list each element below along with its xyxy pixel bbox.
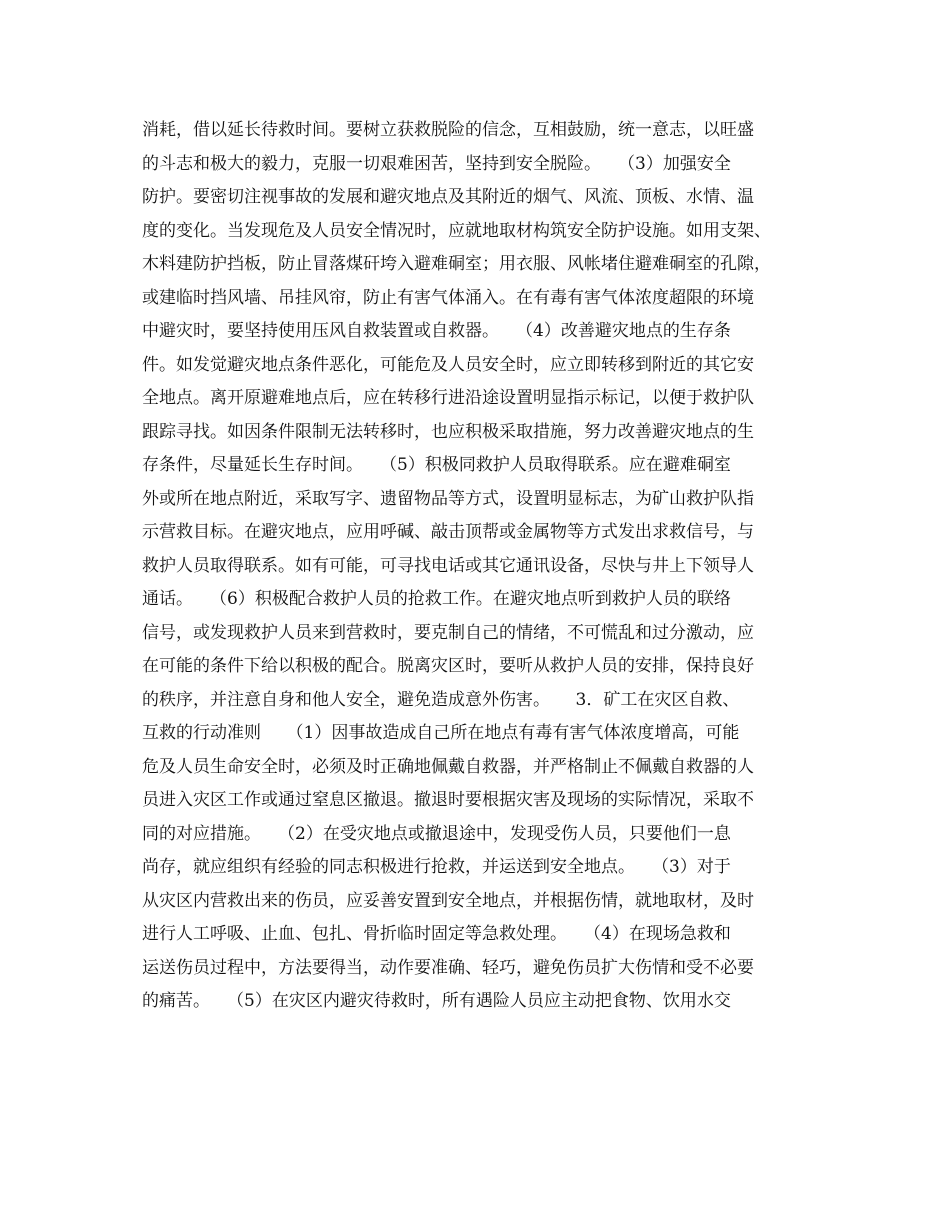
text-line: 在可能的条件下给以积极的配合。脱离灾区时，要听从救护人员的安排，保持良好	[142, 656, 754, 676]
text-line: 危及人员生命安全时，必须及时正确地佩戴自救器，并严格制止不佩戴自救器的人	[142, 756, 754, 777]
text-line: 示营救目标。在避灾地点，应用呼碱、敲击顶帮或金属物等方式发出求救信号，与	[142, 522, 754, 542]
text-line: 度的变化。当发现危及人员安全情况时，应就地取材构筑安全防护设施。如用支架、	[142, 220, 771, 241]
text-line: 员进入灾区工作或通过窒息区撤退。撤退时要根据灾害及现场的实际情况，采取不	[142, 790, 754, 810]
text-line: 件。如发觉避灾地点条件恶化，可能危及人员安全时，应立即转移到附近的其它安	[142, 354, 754, 375]
text-line: 木料建防护挡板，防止冒落煤矸垮入避难硐室；用衣服、风帐堵住避难硐室的孔隙，	[142, 254, 771, 274]
text-line: 通话。 （6）积极配合救护人员的抢救工作。在避灾地点听到救护人员的联络	[142, 589, 731, 609]
text-line: 的痛苦。 （5）在灾区内避灾待救时，所有遇险人员应主动把食物、饮用水交	[142, 991, 731, 1011]
body-text	[142, 114, 822, 1019]
text-line: 存条件，尽量延长生存时间。 （5）积极同救护人员取得联系。应在避难硐室	[142, 455, 731, 475]
text-line: 的斗志和极大的毅力，克服一切艰难困苦，坚持到安全脱险。 （3）加强安全	[142, 153, 731, 174]
text-line: 的秩序，并注意自身和他人安全，避免造成意外伤害。 3．矿工在灾区自救、	[142, 689, 740, 710]
text-line: 或建临时挡风墙、吊挂风帘，防止有害气体涌入。在有毒有害气体浓度超限的环境	[142, 287, 754, 308]
text-line: 救护人员取得联系。如有可能，可寻找电话或其它通讯设备，尽快与井上下领导人	[142, 555, 754, 576]
text-line: 消耗，借以延长待救时间。要树立获救脱险的信念，互相鼓励，统一意志，以旺盛	[142, 120, 754, 140]
text-line: 跟踪寻找。如因条件限制无法转移时，也应积极采取措施，努力改善避灾地点的生	[142, 421, 754, 442]
text-line: 运送伤员过程中，方法要得当，动作要准确、轻巧，避免伤员扩大伤情和受不必要	[142, 957, 754, 978]
text-line: 外或所在地点附近，采取写字、遗留物品等方式，设置明显标志，为矿山救护队指	[142, 488, 754, 509]
text-line: 中避灾时，要坚持使用压风自救装置或自救器。 （4）改善避灾地点的生存条	[142, 321, 731, 341]
text-line: 信号，或发现救护人员来到营救时，要克制自己的情绪，不可慌乱和过分激动，应	[142, 622, 754, 643]
text-line: 从灾区内营救出来的伤员，应妥善安置到安全地点，并根据伤情，就地取材，及时	[142, 890, 754, 911]
text-line: 尚存，就应组织有经验的同志积极进行抢救，并运送到安全地点。 （3）对于	[142, 857, 731, 877]
text-line: 防护。要密切注视事故的发展和避灾地点及其附近的烟气、风流、顶板、水情、温	[142, 187, 754, 207]
text-line: 同的对应措施。 （2）在受灾地点或撤退途中，发现受伤人员，只要他们一息	[142, 823, 731, 844]
text-line: 进行人工呼吸、止血、包扎、骨折临时固定等急救处理。 （4）在现场急救和	[142, 924, 731, 944]
text-line: 全地点。离开原避难地点后，应在转移行进沿途设置明显指示标记，以便于救护队	[142, 388, 754, 408]
text-line: 互救的行动准则 （1）因事故造成自己所在地点有毒有害气体浓度增高，可能	[142, 723, 740, 743]
